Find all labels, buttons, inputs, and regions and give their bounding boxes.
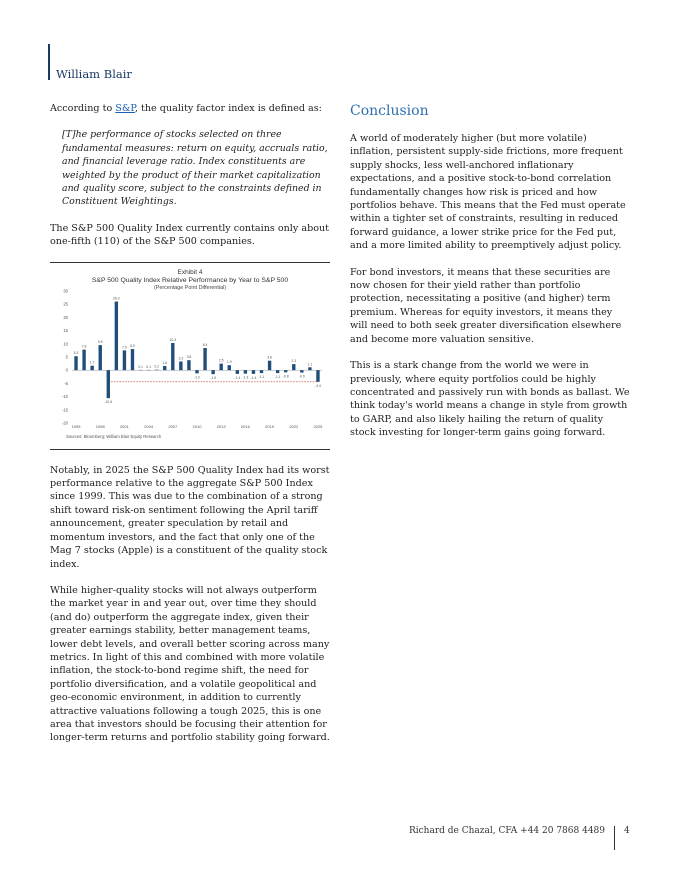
data-label-2021: -0.8 [282,373,289,378]
conclusion-paragraph-2: For bond investors, it means that these securities are now chosen for their yield rather than portfolio protection, necessitating a positive (and higher) term premium. Whereas for equity investors, it means they will need to both seek greater diversification elsewhere and become more valuation sensitive. [350,266,622,345]
bar-1997 [90,365,93,369]
x-tick-label: 2004 [144,423,154,429]
y-tick-label: -10 [61,393,68,399]
bar-2007 [171,343,174,370]
bar-2012 [211,370,214,374]
data-label-1996: 7.8 [81,344,87,349]
data-label-2004: 0.1 [146,364,151,369]
bar-2006 [163,366,166,370]
data-label-2011: 8.4 [202,342,208,347]
bar-1995 [74,356,77,370]
data-label-2008: 3.3 [178,356,184,361]
bar-2014 [228,365,231,370]
brand-name: William Blair [56,67,132,81]
data-label-2016: -1.3 [242,375,249,380]
chart-subtitle: (Percentage Point Differential) [153,284,227,291]
bar-2022 [292,364,295,370]
bar-2011 [203,348,206,370]
bar-2025 [316,370,319,382]
x-tick-label: 2010 [192,423,202,429]
x-tick-label: 2022 [289,423,299,429]
y-tick-label: 30 [63,288,68,294]
intro-paragraph [50,102,330,115]
exhibit-label: Exhibit 4 [177,268,203,276]
data-label-2023: -0.9 [298,374,305,379]
bar-2005 [155,369,158,370]
data-label-1998: 9.5 [97,339,103,344]
x-tick-label: 2013 [216,423,226,429]
right-column [350,102,630,453]
data-label-2003: 0.1 [138,364,143,369]
data-label-1995: 5.3 [73,350,79,355]
bar-1999 [107,370,110,398]
bar-1998 [99,345,102,370]
conclusion-paragraph-1: A world of moderately higher (but more volatile) inflation, persistent supply-side frictions, more frequent supply shocks, less well-anchored inflationary expectations, and a positive stock-to-bond correlation fundamentally changes how risk is priced and how portfolios behave. This means that the Fed must operate within a tighter set of constraints, resulting in reduced forward guidance, a lower strike price for the Fed put, and a more limited ability to preemptively adjust policy. [350,133,626,252]
data-label-2000: 26.0 [113,296,120,301]
bar-2010 [195,370,198,373]
bar-2020 [276,370,279,373]
data-label-2014: 1.9 [226,359,232,364]
conclusion-paragraph-3: This is a stark change from the world we were in previously, where equity portfolios could be highly concentrated and passively run with bonds as ballast. We think today's world means a change in style from growth to GARP, and also likely hailing the return of quality stock investing for longer-term gains going forward. [350,360,630,439]
data-label-2001: 7.5 [122,345,127,350]
bar-1996 [82,349,85,370]
y-tick-label: 15 [63,327,68,333]
data-label-2015: -1.4 [234,375,241,380]
data-label-2022: 2.3 [291,358,297,363]
header-accent-bar [48,44,50,80]
data-label-2024: 1.1 [307,361,313,366]
chart-source: Sources: Bloomberg; William Blair Equity Research [66,433,162,439]
footer-author: Richard de Chazal, CFA +44 20 7868 4489 [408,826,605,836]
bar-2002 [131,349,134,370]
data-label-2010: -1.2 [194,375,200,380]
x-tick-label: 1995 [71,423,81,429]
bar-2016 [244,370,247,373]
data-label-2018: -1.1 [258,374,265,379]
quality-definition-quote: [T]he performance of stocks selected on three fundamental measures: return on equity, accruals ratio, and financial leverage ratio. Index constituents are weighted by the product of their market capitalization and quality score, subject to the constraints defined in Constituent Weightings. [62,129,328,208]
paragraph-index-size: The S&P 500 Quality Index currently contains only about one-fifth (110) of the S&P 500 companies. [50,222,330,248]
x-tick-label: 2025 [313,423,323,429]
data-label-2005: 0.2 [154,364,160,369]
data-label-1999: -10.6 [104,399,113,404]
y-tick-label: 0 [65,367,68,373]
data-label-2017: -1.4 [250,375,257,380]
bar-2009 [187,360,190,370]
bar-2018 [260,370,263,373]
data-label-2025: -4.4 [315,383,321,388]
bar-2024 [308,367,311,370]
bar-2015 [236,370,239,374]
chart-svg [50,263,330,449]
data-label-2020: -1.1 [274,374,281,379]
bar-2023 [300,370,303,372]
paragraph-quality-outlook: While higher-quality stocks will not always outperform the market year in and year out, over time they should (and do) outperform the aggregate index, given their greater earnings stability, better management teams, lower debt levels, and overall better scoring across many metrics. In light of this and combined with more volatile inflation, the stock-to-bond regime shift, the need for portfolio diversification, and a volatile geopolitical and geo-economic environment, in addition to currently attractive valuations following a tough 2025, this is one area that investors should be focusing their attention for longer-term returns and portfolio stability going forward. [50,584,330,744]
bar-2000 [115,301,118,370]
data-label-2002: 8.0 [130,343,135,348]
paragraph-2025-performance: Notably, in 2025 the S&P 500 Quality Index had its worst performance relative to the aggregate S&P 500 Index since 1999. This was due to the combination of a strong shift toward risk-on sentiment following the April tariff announcement, greater speculation by retail and momentum investors, and the fact that only one of the Mag 7 stocks (Apple) is a constituent of the quality stock index. [50,464,330,570]
x-tick-label: 2007 [168,423,178,429]
data-label-2012: -1.5 [210,375,217,380]
x-tick-label: 2001 [119,423,129,429]
intro-suffix: , the quality factor index is defined as: [134,103,322,114]
x-tick-label: 2016 [240,423,250,429]
x-tick-label: 2019 [265,423,275,429]
bar-2019 [268,360,271,370]
data-label-2007: 10.3 [169,337,177,342]
chart-title: S&P 500 Quality Index Relative Performance by Year to S&P 500 [91,276,289,284]
conclusion-heading: Conclusion [350,103,429,119]
bar-2013 [220,363,223,370]
y-tick-label: -5 [64,380,68,386]
y-tick-label: 10 [63,340,68,346]
plot-area [62,288,323,429]
sp-link[interactable]: S&P [115,103,135,114]
footer-divider [614,826,615,850]
data-label-2013: 2.5 [218,358,224,363]
data-label-1997: 1.7 [89,360,95,365]
data-label-2009: 3.8 [186,354,192,359]
y-tick-label: -20 [61,420,68,426]
bar-2001 [123,350,126,370]
y-tick-label: -15 [61,406,68,412]
bar-2021 [284,370,287,372]
y-tick-label: 25 [63,301,68,307]
data-label-2006: 1.6 [162,360,168,365]
left-column [50,102,330,758]
page-number: 4 [624,826,630,836]
bar-2017 [252,370,255,374]
exhibit-4-chart [50,262,330,450]
y-tick-label: 20 [63,314,68,320]
bar-2008 [179,361,182,370]
data-label-2019: 3.6 [267,355,272,360]
intro-prefix: According to [50,103,116,114]
x-tick-label: 1998 [95,423,105,429]
y-tick-label: 5 [65,354,68,360]
